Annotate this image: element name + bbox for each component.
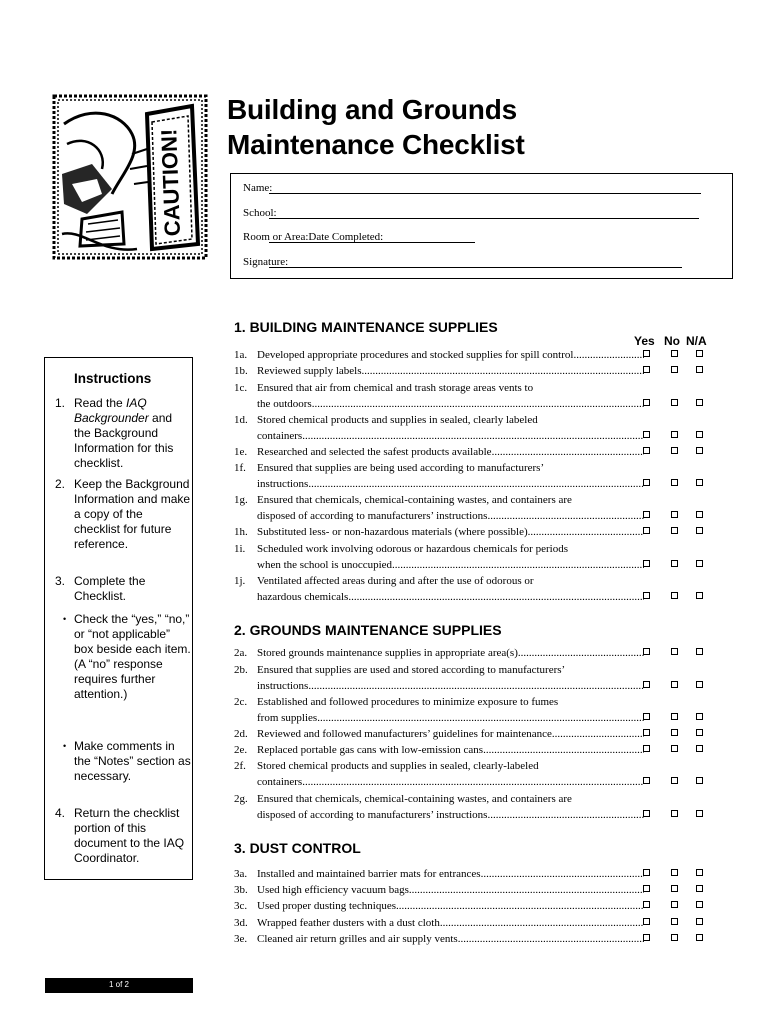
item-text: Used high efficiency vacuum bags: [257, 884, 409, 896]
instruction-text: Read the IAQ Backgrounder and the Background Information for this checklist.: [74, 396, 174, 470]
na-checkbox[interactable]: [696, 777, 703, 784]
item-code: 2a.: [234, 647, 248, 659]
item-code: 3b.: [234, 884, 248, 896]
item-text: Wrapped feather dusters with a dust cloth: [257, 917, 440, 929]
item-code: 1a.: [234, 349, 248, 361]
date-label: Date Completed:: [308, 231, 384, 243]
item-code: 2f.: [234, 760, 246, 772]
room-date-row: [243, 231, 383, 243]
na-checkbox[interactable]: [696, 560, 703, 567]
item-code: 1i.: [234, 543, 246, 555]
no-checkbox[interactable]: [671, 511, 678, 518]
item-text: Ensured that supplies are used and stored according to manufacturers’: [257, 664, 566, 676]
checklist-item: [234, 726, 714, 742]
section-heading: 3. DUST CONTROL: [234, 840, 361, 856]
item-text: Ensured that air from chemical and trash storage areas vents to: [257, 382, 534, 394]
item-text: Stored grounds maintenance supplies in appropriate area(s): [257, 647, 518, 659]
page-title: [227, 92, 525, 162]
item-code: 1h.: [234, 526, 248, 538]
no-checkbox[interactable]: [671, 592, 678, 599]
signature-row: [243, 256, 288, 268]
yes-checkbox[interactable]: [643, 713, 650, 720]
yes-checkbox[interactable]: [643, 648, 650, 655]
item-text: Substituted less- or non-hazardous materials (where possible): [257, 526, 528, 538]
item-text: Ensured that chemicals, chemical-containing wastes, and containers are: [257, 793, 572, 805]
yes-checkbox[interactable]: [643, 350, 650, 357]
instruction-marker: 2.: [55, 477, 66, 491]
checklist-item: [234, 758, 714, 790]
yes-checkbox[interactable]: [643, 729, 650, 736]
checklist-item: [234, 694, 714, 726]
na-checkbox[interactable]: [696, 681, 703, 688]
item-text: Ensured that chemicals, chemical-containing wastes, and containers are: [257, 494, 572, 506]
school-row: [243, 207, 277, 219]
yes-checkbox[interactable]: [643, 777, 650, 784]
no-checkbox[interactable]: [671, 366, 678, 373]
signature-field[interactable]: [269, 257, 682, 268]
na-checkbox[interactable]: [696, 901, 703, 908]
na-checkbox[interactable]: [696, 479, 703, 486]
instruction-marker: 3.: [55, 574, 66, 588]
item-code: 1j.: [234, 575, 246, 587]
na-checkbox[interactable]: [696, 511, 703, 518]
title-line-2: Maintenance Checklist: [227, 129, 525, 160]
column-headers: [634, 334, 714, 348]
item-text: when the school is unoccupied: [257, 559, 393, 571]
section-heading: 2. GROUNDS MAINTENANCE SUPPLIES: [234, 622, 502, 638]
checklist-item: [234, 866, 714, 882]
item-code: 1e.: [234, 446, 248, 458]
item-code: 3c.: [234, 900, 248, 912]
item-text: containers: [257, 776, 303, 788]
na-checkbox[interactable]: [696, 527, 703, 534]
bullet-marker: •: [63, 614, 67, 624]
item-code: 1c.: [234, 382, 248, 394]
no-checkbox[interactable]: [671, 447, 678, 454]
item-text: instructions: [257, 680, 309, 692]
yes-checkbox[interactable]: [643, 810, 650, 817]
item-code: 2g.: [234, 793, 248, 805]
yes-checkbox[interactable]: [643, 934, 650, 941]
checklist-item: [234, 791, 714, 823]
checklist-item: [234, 915, 714, 931]
item-text: Researched and selected the safest products available: [257, 446, 492, 458]
checklist-item: [234, 931, 714, 947]
item-text: Ensured that supplies are being used according to manufacturers’: [257, 462, 545, 474]
item-text: Stored chemical products and supplies in sealed, clearly labeled: [257, 414, 538, 426]
name-label: Name:: [243, 182, 273, 194]
item-text: Stored chemical products and supplies in sealed, clearly-labeled: [257, 760, 539, 772]
item-code: 1b.: [234, 365, 248, 377]
item-text: hazardous chemicals: [257, 591, 349, 603]
no-checkbox[interactable]: [671, 648, 678, 655]
yes-checkbox[interactable]: [643, 431, 650, 438]
checklist-item: [234, 347, 714, 363]
na-checkbox[interactable]: [696, 729, 703, 736]
item-code: 2d.: [234, 728, 248, 740]
item-text: instructions: [257, 478, 309, 490]
checklist-item: [234, 541, 714, 573]
na-checkbox[interactable]: [696, 810, 703, 817]
na-checkbox[interactable]: [696, 918, 703, 925]
na-checkbox[interactable]: [696, 366, 703, 373]
no-checkbox[interactable]: [671, 810, 678, 817]
yes-checkbox[interactable]: [643, 592, 650, 599]
title-line-1: Building and Grounds: [227, 94, 517, 125]
item-text: Replaced portable gas cans with low-emission cans: [257, 744, 484, 756]
yes-column-header: Yes: [634, 334, 655, 348]
item-text: disposed of according to manufacturers’ instructions: [257, 510, 488, 522]
instruction-text: Make comments in the “Notes” section as necessary.: [74, 739, 191, 783]
no-checkbox[interactable]: [671, 729, 678, 736]
no-checkbox[interactable]: [671, 934, 678, 941]
instructions-box: [44, 357, 193, 880]
yes-checkbox[interactable]: [643, 560, 650, 567]
date-field[interactable]: [269, 232, 475, 243]
item-text: Ventilated affected areas during and after the use of odorous or: [257, 575, 534, 587]
na-checkbox[interactable]: [696, 447, 703, 454]
checklist-item: [234, 573, 714, 605]
caution-sign-logo: [52, 94, 208, 260]
checklist-item: [234, 444, 714, 460]
item-code: 3a.: [234, 868, 248, 880]
na-checkbox[interactable]: [696, 713, 703, 720]
no-column-header: No: [664, 334, 680, 348]
item-text: Reviewed supply labels: [257, 365, 362, 377]
section-heading: 1. BUILDING MAINTENANCE SUPPLIES: [234, 319, 498, 335]
item-text: Installed and maintained barrier mats for entrances: [257, 868, 481, 880]
bullet-marker: •: [63, 741, 67, 751]
caution-logo-text: CAUTION!: [156, 128, 185, 237]
item-code: 3e.: [234, 933, 248, 945]
no-checkbox[interactable]: [671, 560, 678, 567]
yes-checkbox[interactable]: [643, 527, 650, 534]
yes-checkbox[interactable]: [643, 869, 650, 876]
no-checkbox[interactable]: [671, 918, 678, 925]
item-code: 1g.: [234, 494, 248, 506]
item-text: Cleaned air return grilles and air supply vents: [257, 933, 458, 945]
item-text: Developed appropriate procedures and stocked supplies for spill control: [257, 349, 574, 361]
item-code: 1d.: [234, 414, 248, 426]
info-form-box: [230, 173, 733, 279]
room-label: Room or Area:: [243, 231, 309, 243]
yes-checkbox[interactable]: [643, 918, 650, 925]
instruction-marker: 1.: [55, 396, 66, 410]
no-checkbox[interactable]: [671, 399, 678, 406]
na-checkbox[interactable]: [696, 648, 703, 655]
item-text: the outdoors: [257, 398, 312, 410]
yes-checkbox[interactable]: [643, 511, 650, 518]
no-checkbox[interactable]: [671, 479, 678, 486]
yes-checkbox[interactable]: [643, 901, 650, 908]
item-text: Reviewed and followed manufacturers’ guidelines for maintenance: [257, 728, 552, 740]
item-code: 2c.: [234, 696, 248, 708]
na-checkbox[interactable]: [696, 350, 703, 357]
checklist-item: [234, 662, 714, 694]
checklist-item: [234, 460, 714, 492]
no-checkbox[interactable]: [671, 350, 678, 357]
item-code: 2b.: [234, 664, 248, 676]
checklist-item: [234, 380, 714, 412]
item-code: 2e.: [234, 744, 248, 756]
checklist-item: [234, 645, 714, 661]
name-row: [243, 182, 272, 194]
na-checkbox[interactable]: [696, 869, 703, 876]
no-checkbox[interactable]: [671, 681, 678, 688]
no-checkbox[interactable]: [671, 745, 678, 752]
checklist-item: [234, 492, 714, 524]
school-label: School:: [243, 207, 277, 219]
no-checkbox[interactable]: [671, 885, 678, 892]
item-text: from supplies: [257, 712, 318, 724]
checklist-item: [234, 363, 714, 379]
na-checkbox[interactable]: [696, 431, 703, 438]
item-text: containers: [257, 430, 303, 442]
na-checkbox[interactable]: [696, 592, 703, 599]
no-checkbox[interactable]: [671, 431, 678, 438]
item-code: 1f.: [234, 462, 246, 474]
yes-checkbox[interactable]: [643, 447, 650, 454]
yes-checkbox[interactable]: [643, 745, 650, 752]
checklist-item: [234, 898, 714, 914]
item-text: Used proper dusting techniques: [257, 900, 396, 912]
na-column-header: N/A: [686, 334, 707, 348]
yes-checkbox[interactable]: [643, 479, 650, 486]
checklist-item: [234, 524, 714, 540]
checklist-item: [234, 882, 714, 898]
no-checkbox[interactable]: [671, 901, 678, 908]
yes-checkbox[interactable]: [643, 366, 650, 373]
page-number-bar: 1 of 2: [45, 978, 193, 993]
yes-checkbox[interactable]: [643, 681, 650, 688]
checklist-item: [234, 412, 714, 444]
na-checkbox[interactable]: [696, 399, 703, 406]
no-checkbox[interactable]: [671, 777, 678, 784]
name-field[interactable]: [269, 183, 701, 194]
school-field[interactable]: [269, 208, 699, 219]
checklist-item: [234, 742, 714, 758]
item-text: Scheduled work involving odorous or hazardous chemicals for periods: [257, 543, 568, 555]
item-text: Established and followed procedures to minimize exposure to fumes: [257, 696, 559, 708]
caution-sign-drawing-icon: [52, 94, 208, 260]
yes-checkbox[interactable]: [643, 399, 650, 406]
yes-checkbox[interactable]: [643, 885, 650, 892]
instruction-text: Keep the Background Information and make a copy of the checklist for future reference.: [74, 477, 191, 551]
instruction-text: Return the checklist portion of this document to the IAQ Coordinator.: [74, 806, 185, 865]
no-checkbox[interactable]: [671, 869, 678, 876]
instruction-marker: 4.: [55, 806, 66, 820]
na-checkbox[interactable]: [696, 934, 703, 941]
instruction-text: Complete the Checklist.: [74, 574, 146, 603]
instructions-heading: Instructions: [74, 371, 152, 386]
na-checkbox[interactable]: [696, 745, 703, 752]
na-checkbox[interactable]: [696, 885, 703, 892]
signature-label: Signature:: [243, 256, 289, 268]
no-checkbox[interactable]: [671, 527, 678, 534]
instruction-text: Check the “yes,” “no,” or “not applicable” box beside each item. (A “no” response requires further attention.): [74, 612, 191, 701]
item-code: 3d.: [234, 917, 248, 929]
no-checkbox[interactable]: [671, 713, 678, 720]
item-text: disposed of according to manufacturers’ instructions: [257, 809, 488, 821]
